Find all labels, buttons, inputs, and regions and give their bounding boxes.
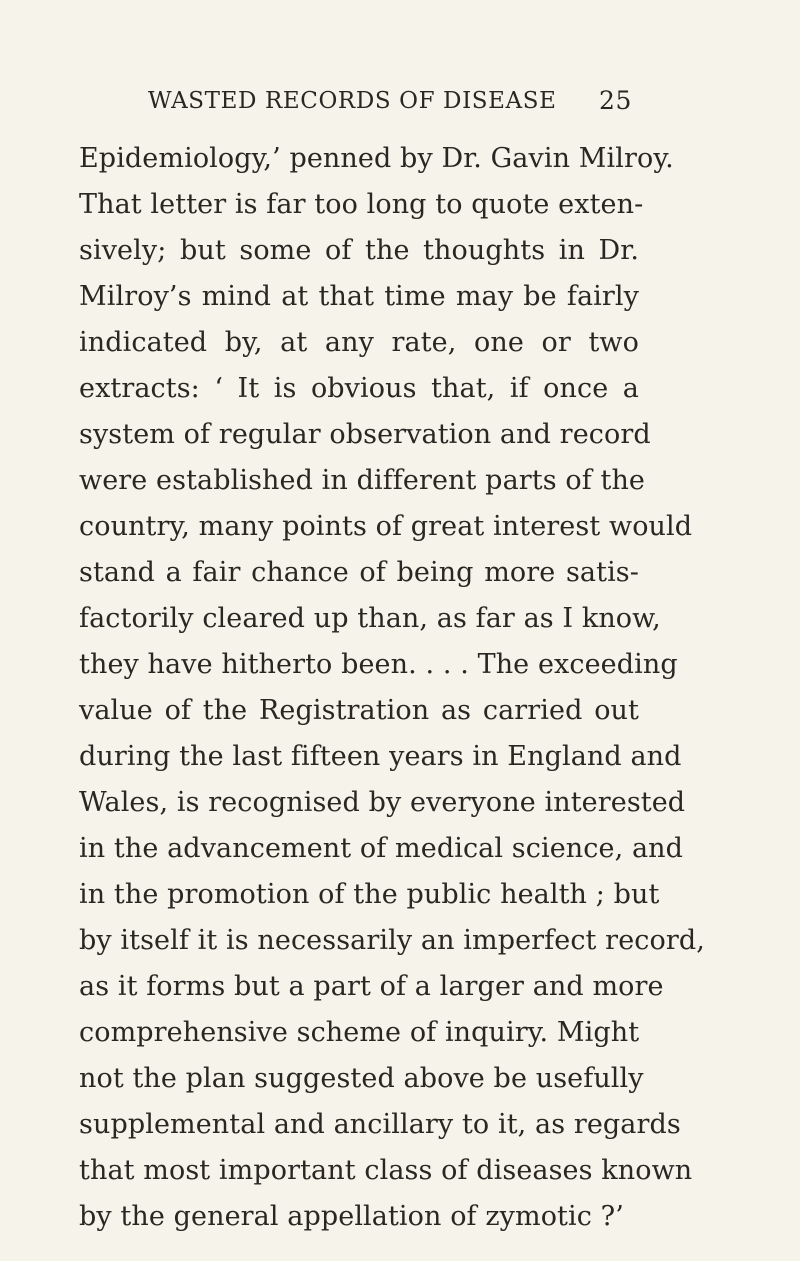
text-line: that most important class of diseases known (79, 1155, 693, 1186)
text-line: during the last fifteen years in England and (79, 741, 682, 772)
text-line: That letter is far too long to quote exten- (79, 189, 644, 220)
text-line: system of regular observation and record (79, 419, 651, 450)
running-head (148, 86, 632, 116)
text-line: they have hitherto been. . . . The exceeding (79, 649, 678, 680)
text-line: in the advancement of medical science, and (79, 833, 684, 864)
text-line: comprehensive scheme of inquiry. Might (79, 1017, 640, 1048)
body-text (79, 136, 705, 1240)
text-line: by itself it is necessarily an imperfect record, (79, 925, 705, 956)
text-line: by the general appellation of zymotic ?’ (79, 1201, 624, 1232)
text-line: value of the Registration as carried out (79, 695, 639, 726)
text-line: Milroy’s mind at that time may be fairly (79, 281, 639, 312)
text-line: supplemental and ancillary to it, as regards (79, 1109, 681, 1140)
text-line: extracts: ‘ It is obvious that, if once a (79, 373, 639, 404)
text-line: not the plan suggested above be usefully (79, 1063, 644, 1094)
running-head-title: WASTED RECORDS OF DISEASE (148, 88, 557, 114)
text-line: Wales, is recognised by everyone interested (79, 787, 686, 818)
text-line: indicated by, at any rate, one or two (79, 327, 639, 358)
text-line: sively; but some of the thoughts in Dr. (79, 235, 639, 266)
page-number: 25 (598, 86, 632, 115)
text-line: were established in different parts of the (79, 465, 646, 496)
text-line: factorily cleared up than, as far as I know, (79, 603, 661, 634)
text-line: in the promotion of the public health ; but (79, 879, 660, 910)
text-line: country, many points of great interest would (79, 511, 693, 542)
text-line: as it forms but a part of a larger and more (79, 971, 664, 1002)
text-line: stand a fair chance of being more satis- (79, 557, 639, 588)
text-line: Epidemiology,’ penned by Dr. Gavin Milroy. (79, 143, 674, 174)
